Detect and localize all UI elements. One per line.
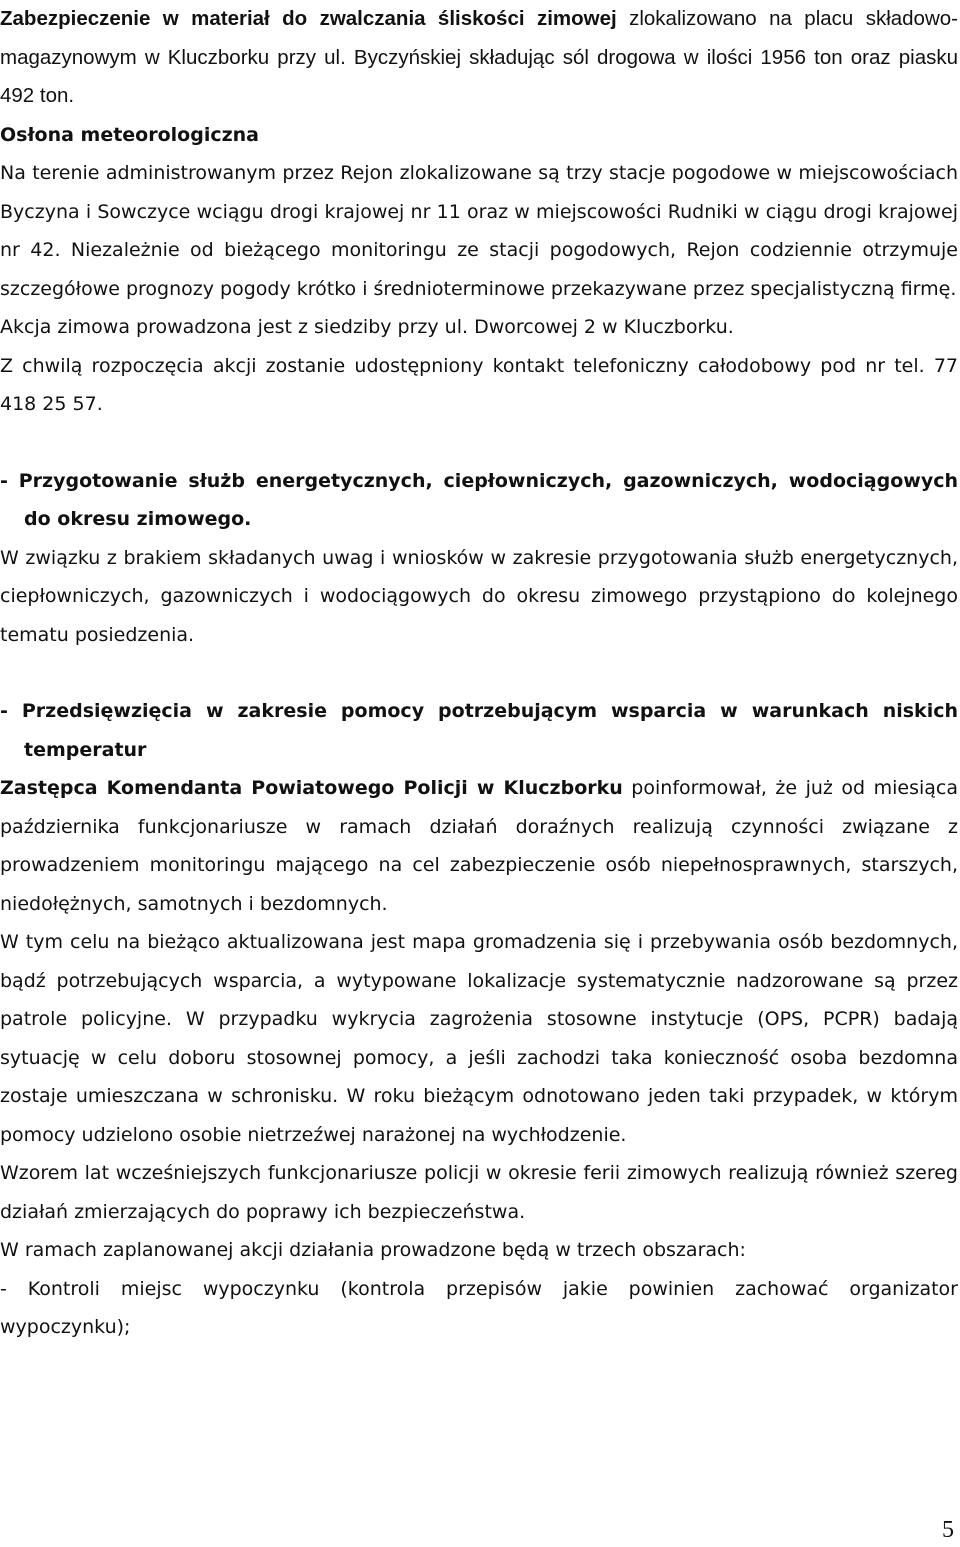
page-number: 5 — [942, 1517, 954, 1543]
meteo-heading: Osłona meteorologiczna — [0, 123, 260, 146]
meteo-paragraph-2: Akcja zimowa prowadzona jest z siedziby przy ul. Dworcowej 2 w Kluczborku. — [0, 316, 734, 338]
help-paragraph-3: Wzorem lat wcześniejszych funkcjonariusze policji w okresie ferii zimowych realizują również szereg działań zmierzających do poprawy ich bezpieczeństwa. — [0, 1162, 958, 1223]
help-paragraph-4: W ramach zaplanowanej akcji działania prowadzone będą w trzech obszarach: — [0, 1239, 746, 1261]
meteo-paragraph-3: Z chwilą rozpoczęcia akcji zostanie udostępniony kontakt telefoniczny całodobowy pod nr tel. 77 418 25 57. — [0, 354, 958, 415]
help-speaker: Zastępca Komendanta Powiatowego Policji w Kluczborku — [0, 777, 623, 799]
help-paragraph-1-text: poinformował, że już od miesiąca października funkcjonariusze w ramach działań doraźnych realizują czynności związane z prowadzeniem monitoringu mającego na cel zabezpieczenie osób niepełnosprawnych, starszych, niedołężnych, samotnych i bezdomnych. — [0, 777, 958, 915]
help-paragraph-5: - Kontroli miejsc wypoczynku (kontrola przepisów jakie powinien zachować organizator wypoczynku); — [0, 1277, 958, 1338]
intro-paragraph — [0, 0, 958, 116]
section-gap — [0, 424, 958, 462]
section-gap — [0, 654, 958, 692]
help-paragraph-1 — [0, 769, 958, 923]
help-heading: - Przedsięwzięcia w zakresie pomocy potrzebującym wsparcia w warunkach niskich temperatur — [0, 700, 958, 761]
services-paragraph: W związku z brakiem składanych uwag i wniosków w zakresie przygotowania służb energetycznych, ciepłowniczych, gazowniczych i wodociągowych do okresu zimowego przystąpiono do kolejnego tematu posiedzenia. — [0, 546, 958, 646]
meteo-paragraph-1: Na terenie administrowanym przez Rejon zlokalizowane są trzy stacje pogodowe w miejscowościach Byczyna i Sowczyce wciągu drogi krajowej nr 11 oraz w miejscowości Rudniki w ciągu drogi krajowej nr 42. Niezależnie od bieżącego monitoringu ze stacji pogodowych, Rejon codziennie otrzymuje szczegółowe prognozy pogody krótko i średnioterminowe przekazywane przez specjalistyczną firmę. — [0, 162, 958, 300]
services-heading: - Przygotowanie służb energetycznych, ciepłowniczych, gazowniczych, wodociągowych do okresu zimowego. — [0, 469, 958, 530]
intro-label: Zabezpieczenie w materiał do zwalczania śliskości zimowej — [0, 7, 617, 30]
intro-text: zlokalizowano na placu składowo-magazynowym w Kluczborku przy ul. Byczyńskiej składując sól drogowa w ilości 1956 ton oraz piasku 492 ton. — [0, 7, 958, 107]
help-paragraph-2: W tym celu na bieżąco aktualizowana jest mapa gromadzenia się i przebywania osób bezdomnych, bądź potrzebujących wsparcia, a wytypowane lokalizacje systematycznie nadzorowane są przez patrole policyjne. W przypadku wykrycia zagrożenia stosowne instytucje (OPS, PCPR) badają sytuację w celu doboru stosownej pomocy, a jeśli zachodzi taka konieczność osoba bezdomna zostaje umieszczana w schronisku. W roku bieżącym odnotowano jeden taki przypadek, w którym pomocy udzielono osobie nietrzeźwej narażonej na wychłodzenie. — [0, 931, 958, 1146]
